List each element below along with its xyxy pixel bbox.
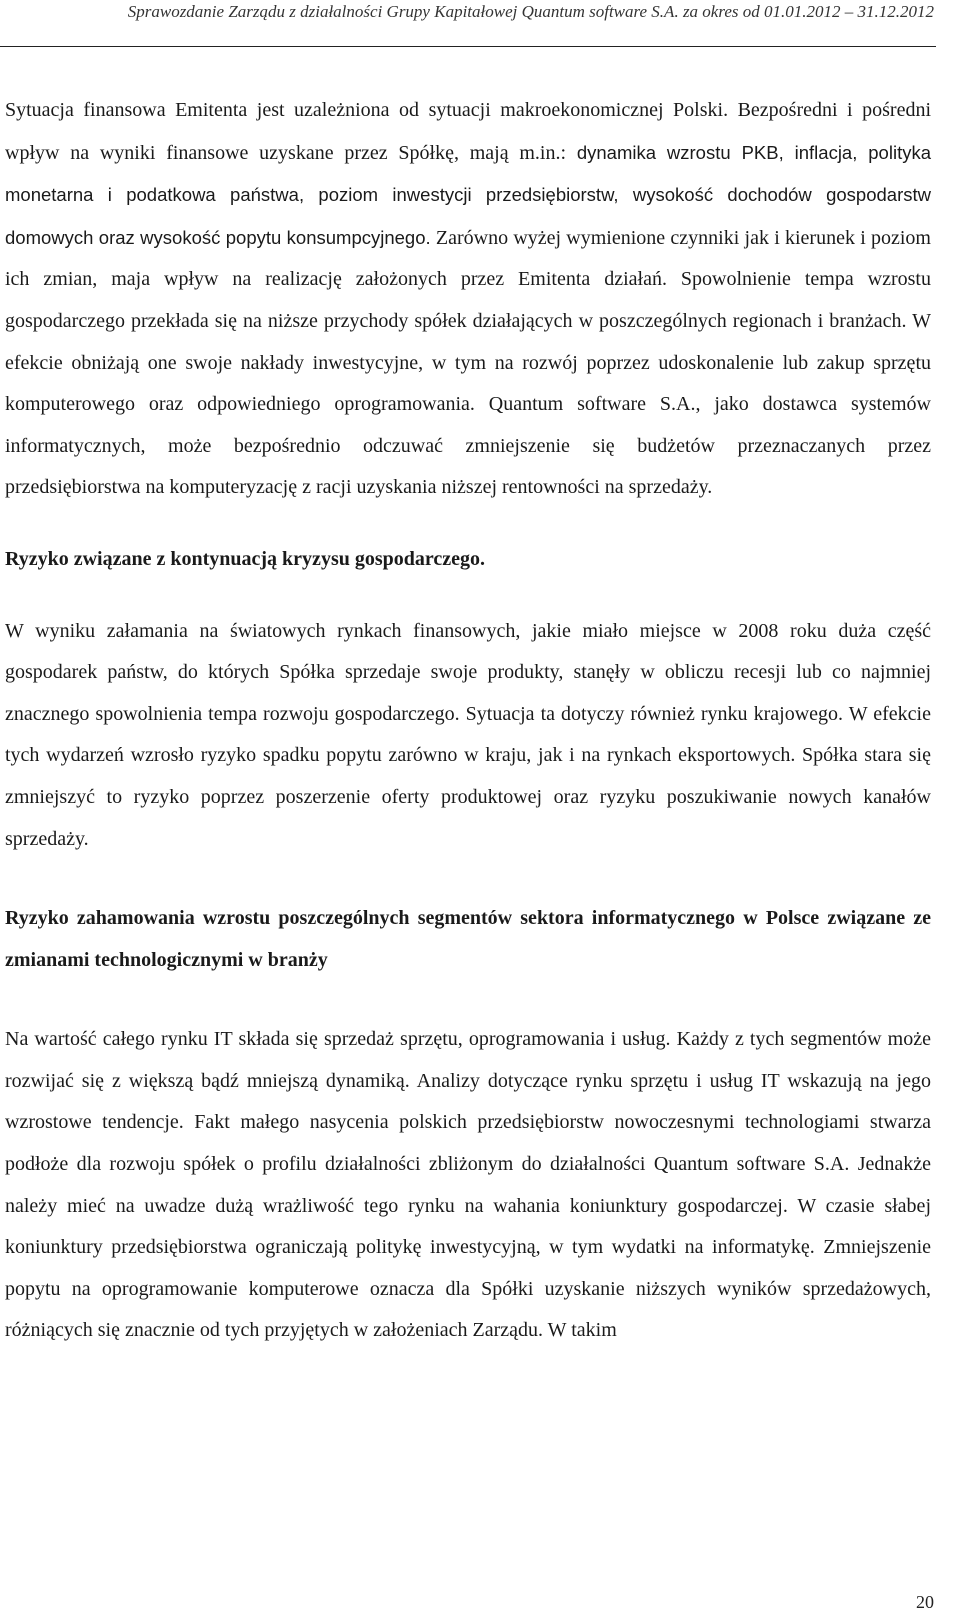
section-heading-crisis: Ryzyko związane z kontynuacją kryzysu gospodarczego. [5, 547, 486, 570]
paragraph-crisis: W wyniku załamania na światowych rynkach finansowych, jakie miało miejsce w 2008 roku duża część gospodarek państw, do których Spółka sprzedaje swoje produkty, stanęły w obliczu recesji lub co najmniej znacznego spowolnienia tempa rozwoju gospodarczego. Sytuacja ta dotyczy również rynku krajowego. W efekcie tych wydarzeń wzrosło ryzyko spadku popytu zarówno w kraju, jak i na rynkach eksportowych. Spółka stara się zmniejszyć to ryzyko poprzez poszerzenie oferty produktowej oraz ryzyku poszukiwanie nowych kanałów sprzedaży. [5, 619, 931, 850]
paragraph-macroeconomic [5, 90, 931, 509]
page-number: 20 [916, 1592, 934, 1612]
paragraph-macroeconomic-part-a: Sytuacja finansowa Emitenta jest uzależniona od sytuacji makroekonomicznej Polski. Bezpośredni i pośredni wpływ na wyniki finansowe uzyskane przez Spółkę, mają m.in.: [5, 99, 931, 164]
section-heading-it-sector: Ryzyko zahamowania wzrostu poszczególnych segmentów sektora informatycznego w Polsce związane ze zmianami technologicznymi w branży [5, 907, 931, 971]
paragraph-macroeconomic-part-b: dynamika wzrostu PKB, inflacja, polityka monetarna i podatkowa państwa, poziom inwestycji przedsiębiorstw, wysokość dochodów gospodarstw domowych oraz wysokość popytu konsumpcyjnego. [5, 141, 931, 248]
paragraph-it-sector: Na wartość całego rynku IT składa się sprzedaż sprzętu, oprogramowania i usług. Każdy z tych segmentów może rozwijać się z większą bądź mniejszą dynamiką. Analizy dotyczące rynku sprzętu i usług IT wskazują na jego wzrostowe tendencje. Fakt małego nasycenia polskich przedsiębiorstw nowoczesnymi technologiami stwarza podłoże dla rozwoju spółek o profilu działalności zbliżonym do działalności Quantum software S.A. Jednakże należy mieć na uwadze dużą wrażliwość tego rynku na wahania koniunktury gospodarczej. W czasie słabej koniunktury przedsiębiorstwa ograniczają politykę inwestycyjną, w tym wydatki na informatykę. Zmniejszenie popytu na oprogramowanie komputerowe oznacza dla Spółki uzyskanie niższych wyników sprzedażowych, różniących się znacznie od tych przyjętych w założeniach Zarządu. W takim [5, 1028, 931, 1342]
page-header [0, 0, 936, 47]
header-title: Sprawozdanie Zarządu z działalności Grupy Kapitałowej Quantum software S.A. za okres od 01.01.2012 – 31.12.2012 [127, 2, 934, 21]
document-body [5, 90, 931, 1352]
paragraph-macroeconomic-part-c: Zarówno wyżej wymienione czynniki jak i kierunek i poziom ich zmian, maja wpływ na realizację założonych przez Emitenta działań. Spowolnienie tempa wzrostu gospodarczego przekłada się na niższe przychody spółek działających w poszczególnych regionach i branżach. W efekcie obniżają one swoje nakłady inwestycyjne, w tym na rozwój poprzez udoskonalenie lub zakup sprzętu komputerowego oraz odpowiedniego oprogramowania. Quantum software S.A., jako dostawca systemów informatycznych, może bezpośrednio odczuwać zmniejszenie się budżetów przeznaczanych przez przedsiębiorstwa na komputeryzację z racji uzyskania niższej rentowności na sprzedaży. [5, 226, 931, 499]
